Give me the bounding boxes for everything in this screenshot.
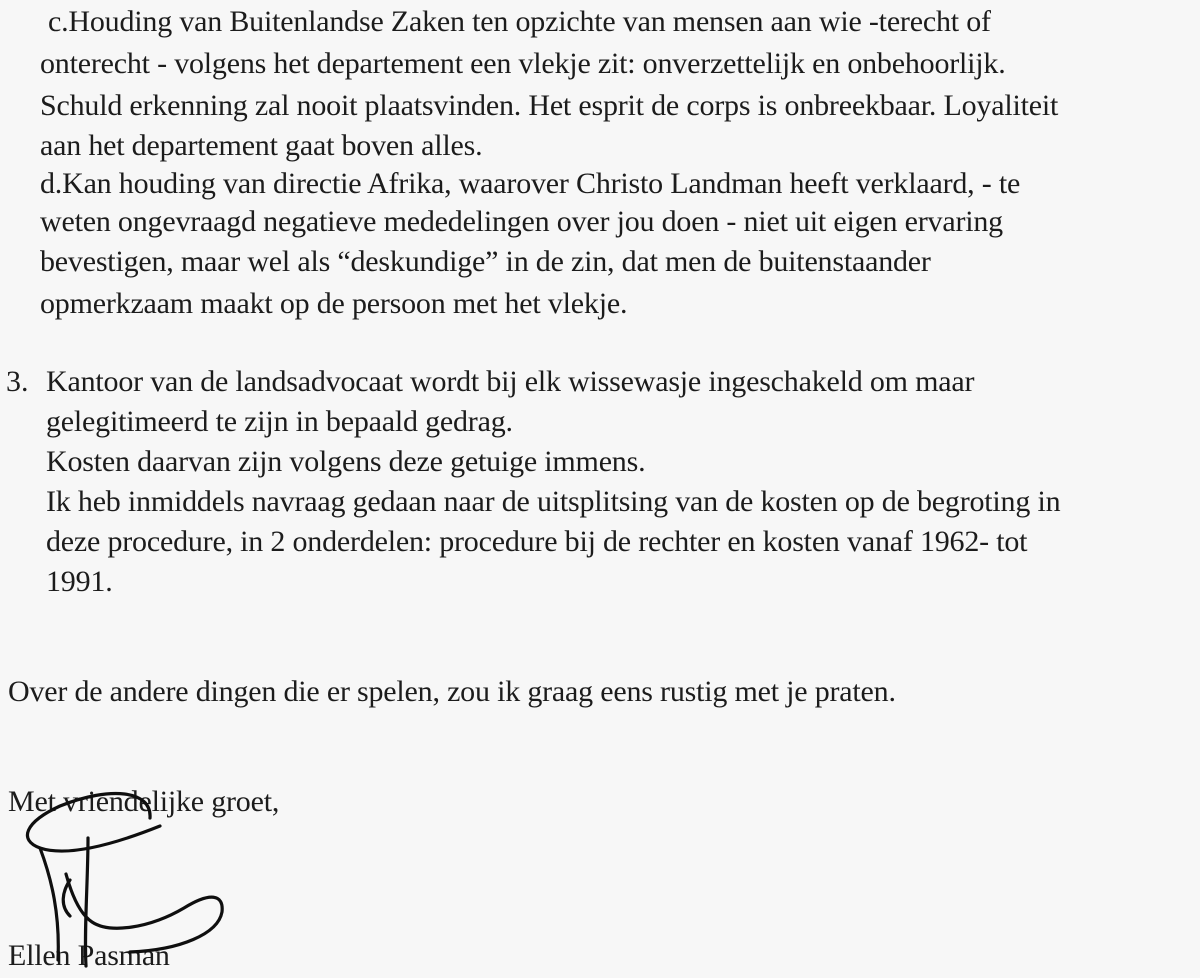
section-c-line: Schuld erkenning zal nooit plaatsvinden. Het esprit de corps is onbreekbaar. Loyaliteit bbox=[40, 89, 1059, 122]
item-3-line: 1991. bbox=[46, 565, 113, 598]
item-3-line: deze procedure, in 2 onderdelen: procedure bij de rechter en kosten vanaf 1962- tot bbox=[46, 525, 1028, 558]
item-3-number: 3. bbox=[6, 365, 29, 398]
item-3-line: Kosten daarvan zijn volgens deze getuige immens. bbox=[46, 445, 646, 478]
section-c-line: onterecht - volgens het departement een vlekje zit: onverzettelijk en onbehoorlijk. bbox=[40, 47, 1006, 80]
section-d-line: opmerkzaam maakt op de persoon met het vlekje. bbox=[40, 287, 628, 320]
section-d-line: bevestigen, maar wel als “deskundige” in de zin, dat men de buitenstaander bbox=[40, 245, 931, 278]
closing-paragraph: Over de andere dingen die er spelen, zou ik graag eens rustig met je praten. bbox=[8, 675, 896, 708]
item-3-line: Kantoor van de landsadvocaat wordt bij elk wissewasje ingeschakeld om maar bbox=[46, 365, 975, 398]
section-c-line: c.Houding van Buitenlandse Zaken ten opzichte van mensen aan wie -terecht of bbox=[48, 5, 991, 38]
section-d-line: weten ongevraagd negatieve mededelingen over jou doen - niet uit eigen ervaring bbox=[40, 205, 1003, 238]
section-d-line: d.Kan houding van directie Afrika, waarover Christo Landman heeft verklaard, - te bbox=[40, 167, 1021, 200]
greeting: Met vriendelijke groet, bbox=[8, 785, 280, 818]
section-c-line: aan het departement gaat boven alles. bbox=[40, 129, 483, 162]
item-3-line: Ik heb inmiddels navraag gedaan naar de uitsplitsing van de kosten op de begroting in bbox=[46, 485, 1061, 518]
signer-name: Ellen Pasman bbox=[8, 939, 170, 972]
item-3-line: gelegitimeerd te zijn in bepaald gedrag. bbox=[46, 405, 513, 438]
